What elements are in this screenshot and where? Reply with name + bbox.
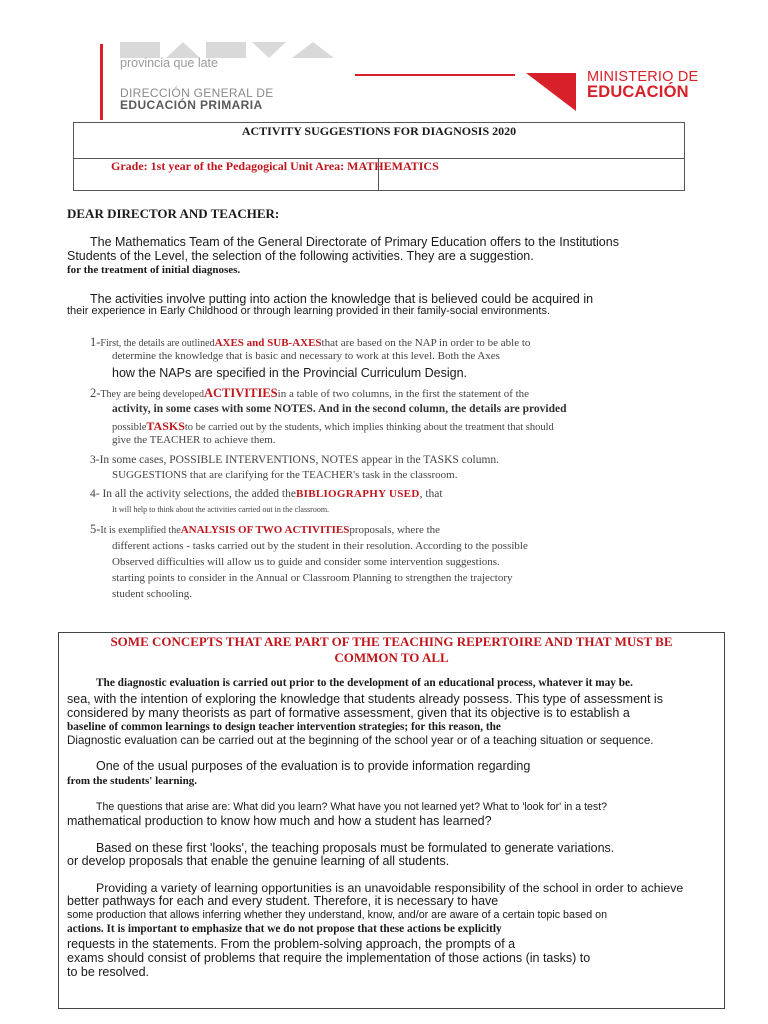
concepts-p5-line-2: better pathways for each and every student. Therefore, it is necessary to have — [67, 894, 499, 908]
list-item-1 — [90, 335, 530, 350]
ministry-logo-icon — [526, 71, 576, 111]
concepts-p5-line-5: requests in the statements. From the problem-solving approach, the prompts of a — [67, 937, 516, 951]
ministry-line-2: EDUCACIÓN — [587, 83, 689, 101]
grade-text-part-2: ATHEMATICS — [358, 159, 439, 173]
activities-line-2: their experience in Early Childhood or through learning provided in their family-social environments. — [67, 305, 551, 317]
document-title: ACTIVITY SUGGESTIONS FOR DIAGNOSIS 2020 — [241, 124, 517, 138]
item-highlight: ACTIVITIES — [204, 386, 278, 400]
item-text: in a table of two columns, in the first the statement of the — [277, 388, 530, 400]
header-divider-vertical — [100, 44, 103, 120]
concepts-p1-line-5: Diagnostic evaluation can be carried out at the beginning of the school year or of a teaching situation or sequence. — [67, 734, 654, 747]
ministry-line-1: MINISTERIO DE — [587, 69, 699, 85]
item-text: First, the details are outlined — [100, 338, 215, 349]
list-item-5-line-2: different actions - tasks carried out by the student in their resolution. According to the possible — [112, 540, 528, 552]
greeting-heading: DEAR DIRECTOR AND TEACHER: — [67, 206, 280, 221]
concepts-heading-1: SOME CONCEPTS THAT ARE PART OF THE TEACHING REPERTOIRE AND THAT MUST BE — [110, 634, 673, 649]
item-highlight: BIBLIOGRAPHY USED — [295, 488, 420, 500]
item-highlight: ANALYSIS OF TWO ACTIVITIES — [180, 524, 350, 536]
grade-text-part-1: Grade: 1st year of the Pedagogical Unit Area: M — [111, 159, 359, 173]
concepts-p1-line-3: considered by many theorists as part of formative assessment, given that its objective is to establish a — [67, 706, 630, 720]
item-highlight: TASKS — [146, 419, 185, 433]
intro-line-1: The Mathematics Team of the General Directorate of Primary Education offers to the Institutions — [90, 235, 619, 249]
list-item-5-line-4: starting points to consider in the Annual or Classroom Planning to strengthen the trajectory — [112, 572, 513, 584]
concepts-p3-line-1: The questions that arise are: What did you learn? What have you not learned yet? What to 'look for' in a test? — [96, 801, 608, 813]
concepts-p4-line-2: or develop proposals that enable the genuine learning of all students. — [67, 854, 450, 868]
item-text: to be carried out by the students, which implies thinking about the treatment that should — [184, 422, 554, 433]
concepts-p5-line-6: exams should consist of problems that require the implementation of those actions (in tasks) to — [67, 951, 591, 965]
concepts-p2-line-2: from the students' learning. — [67, 775, 197, 787]
concepts-p5-line-1: Providing a variety of learning opportunities is an unavoidable responsibility of the school in order to achieve — [96, 881, 684, 895]
item-number: 1- — [90, 335, 101, 349]
concepts-p2-line-1: One of the usual purposes of the evaluation is to provide information regarding — [96, 759, 531, 773]
directorate-line-1: DIRECCIÓN GENERAL DE — [120, 86, 274, 100]
list-item-2 — [90, 386, 529, 401]
item-text: possible — [112, 422, 147, 433]
intro-line-2: Students of the Level, the selection of the following activities. They are a suggestion. — [67, 249, 534, 263]
item-text: that are based on the NAP in order to be able to — [321, 337, 531, 349]
list-item-3-line-2: SUGGESTIONS that are clarifying for the TEACHER's task in the classroom. — [112, 469, 458, 481]
list-item-2-line-4: give the TEACHER to achieve them. — [112, 434, 276, 446]
grade-area-label — [111, 159, 439, 174]
item-text: It is exemplified the — [100, 525, 181, 536]
list-item-2-line-2: activity, in some cases with some NOTES. And in the second column, the details are provided — [112, 403, 567, 415]
list-item-1-line-3: how the NAPs are specified in the Provincial Curriculum Design. — [112, 366, 468, 380]
item-highlight: AXES and SUB-AXES — [214, 337, 322, 349]
activities-line-1: The activities involve putting into action the knowledge that is believed could be acquired in — [90, 292, 594, 306]
item-text: , that — [419, 488, 443, 500]
concepts-p5-line-4: actions. It is important to emphasize that we do not propose that these actions be explicitly — [67, 923, 502, 935]
concepts-p1-line-2: sea, with the intention of exploring the knowledge that students already possess. This type of assessment is — [67, 692, 663, 706]
list-item-4-line-2: It will help to think about the activities carried out in the classroom. — [112, 505, 330, 514]
item-text: proposals, where the — [349, 524, 441, 536]
list-item-5 — [90, 522, 440, 537]
concepts-p5-line-7: to be resolved. — [67, 965, 149, 979]
list-item-5-line-3: Observed difficulties will allow us to guide and consider some intervention suggestions. — [112, 556, 500, 568]
list-item-1-line-2: determine the knowledge that is basic and necessary to work at this level. Both the Axes — [112, 350, 500, 362]
concepts-p3-line-2: mathematical production to know how much and how a student has learned? — [67, 814, 492, 828]
list-item-3: 3-In some cases, POSSIBLE INTERVENTIONS, NOTES appear in the TASKS column. — [90, 454, 500, 466]
concepts-p1-line-1: The diagnostic evaluation is carried out prior to the development of an educational process, whatever it may be. — [96, 677, 633, 689]
concepts-p5-line-3: some production that allows inferring whether they understand, know, and/or are aware of a certain topic based on — [67, 909, 608, 921]
item-text: They are being developed — [100, 389, 204, 400]
list-item-2-line-3 — [112, 419, 554, 434]
item-number: 2- — [90, 386, 101, 400]
directorate-line-2: EDUCACIÓN PRIMARIA — [120, 98, 263, 112]
concepts-p1-line-4: baseline of common learnings to design teacher intervention strategies; for this reason, the — [67, 721, 501, 733]
concepts-heading-2: COMMON TO ALL — [334, 650, 449, 665]
header-divider-horizontal — [355, 74, 515, 76]
concepts-p4-line-1: Based on these first 'looks', the teaching proposals must be formulated to generate variations. — [96, 841, 615, 855]
province-tagline: provincia que late — [120, 56, 218, 70]
item-text: 4- In all the activity selections, the added the — [90, 488, 296, 500]
list-item-4 — [90, 488, 443, 500]
item-number: 5- — [90, 522, 101, 536]
list-item-5-line-5: student schooling. — [112, 588, 193, 600]
intro-line-3: for the treatment of initial diagnoses. — [67, 264, 241, 276]
